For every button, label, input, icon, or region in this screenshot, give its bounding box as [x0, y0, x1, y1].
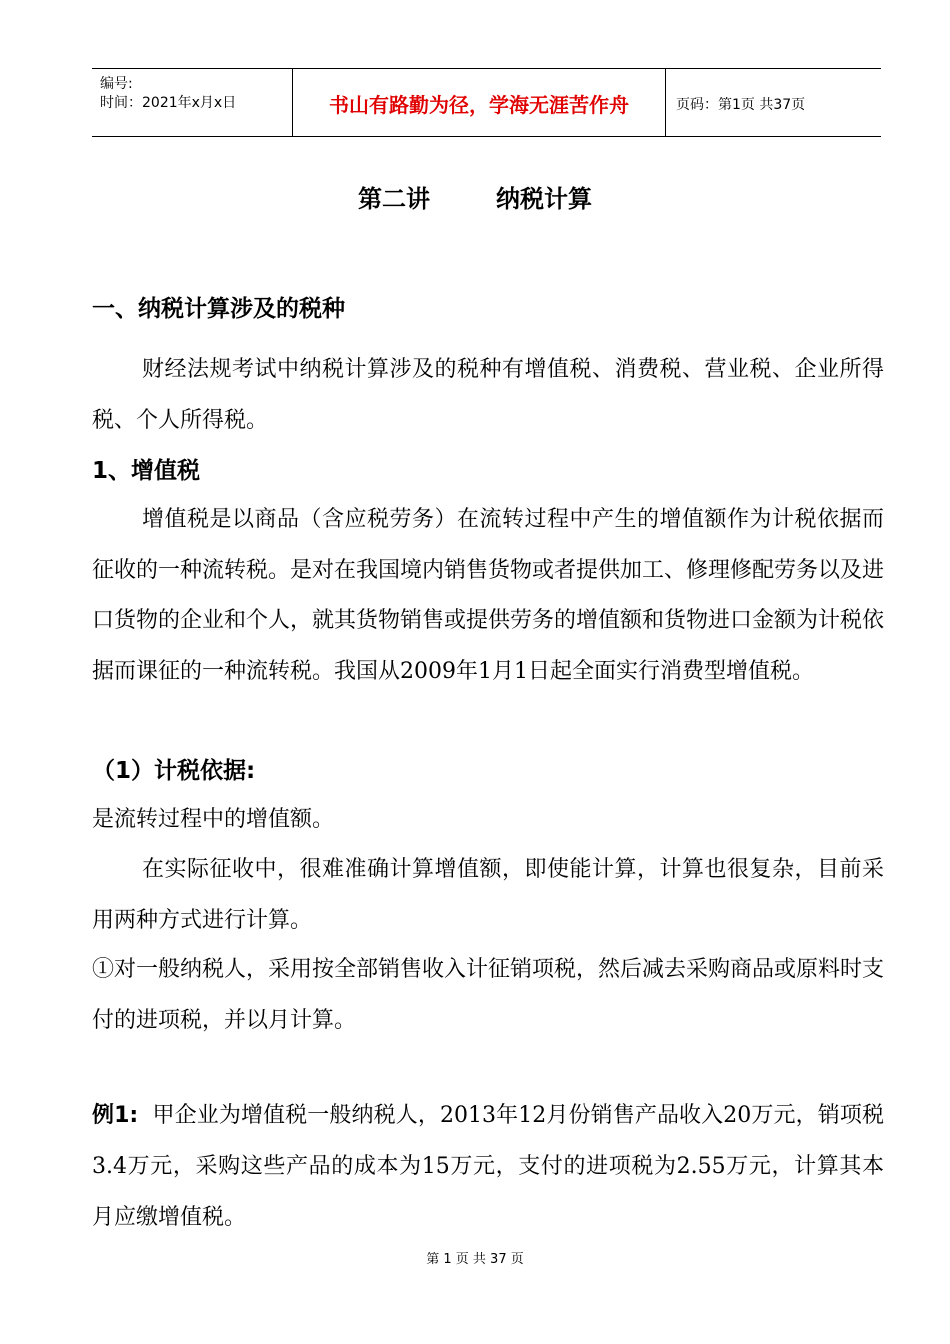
header-page-label: 页码：第1页 共37页	[676, 97, 806, 113]
number-label: 编号:	[100, 76, 133, 92]
section-heading-vat: 1、增值税	[92, 458, 201, 484]
title-part1: 第二讲	[358, 185, 430, 213]
header-motto: 书山有路勤为径，学海无涯苦作舟	[329, 93, 629, 117]
title-part2: 纳税计算	[496, 185, 592, 213]
example-paragraph	[92, 1090, 884, 1243]
time-label: 时间：2021年x月x日	[100, 95, 237, 111]
document-header	[92, 68, 881, 137]
basis-line: 是流转过程中的增值额。	[92, 807, 335, 832]
header-divider	[665, 69, 666, 136]
subsection-heading-basis: （1）计税依据:	[92, 758, 256, 784]
general-taxpayer-paragraph: ①对一般纳税人，采用按全部销售收入计征销项税，然后减去采购商品或原料时支付的进项税，并以月计算。	[92, 957, 885, 1033]
page-footer: 第 1 页 共 37 页	[426, 1252, 524, 1267]
page-title	[0, 179, 950, 214]
basis-paragraph: 在实际征收中，很难准确计算增值额，即使能计算，计算也很复杂，目前采用两种方式进行计算。	[92, 857, 884, 933]
header-meta-cell	[92, 69, 292, 136]
section-paragraph-taxes: 财经法规考试中纳税计算涉及的税种有增值税、消费税、营业税、企业所得税、个人所得税。	[92, 357, 884, 433]
section-heading-taxes: 一、纳税计算涉及的税种	[92, 296, 345, 322]
vat-paragraph: 增值税是以商品（含应税劳务）在流转过程中产生的增值额作为计税依据而征收的一种流转税。是对在我国境内销售货物或者提供加工、修理修配劳务以及进口货物的企业和个人，就其货物销售或提供劳务的增值额和货物进口金额为计税依据而课征的一种流转税。我国从2009年1月1日起全面实行消费型增值税。	[92, 507, 885, 684]
example-label: 例1:	[92, 1103, 139, 1128]
example-text: 甲企业为增值税一般纳税人，2013年12月份销售产品收入20万元，销项税3.4万元，采购这些产品的成本为15万元，支付的进项税为2.55万元，计算其本月应缴增值税。	[92, 1103, 884, 1230]
